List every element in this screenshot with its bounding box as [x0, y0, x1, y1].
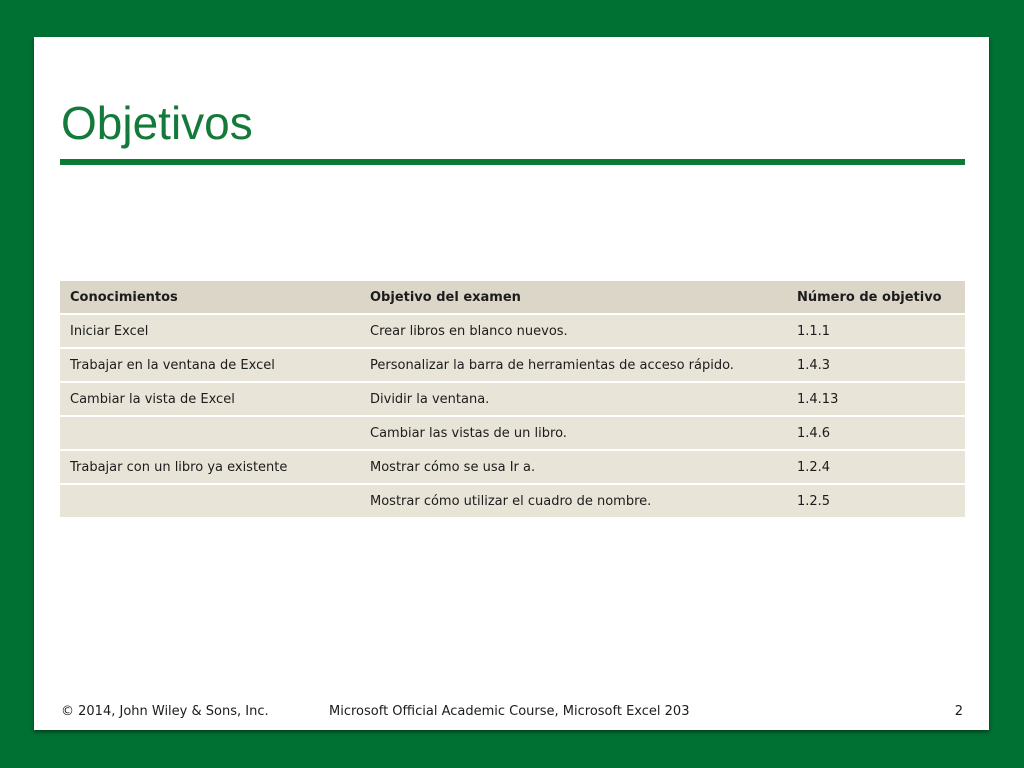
- table-row: [60, 314, 965, 348]
- cell-numero: 1.2.4: [787, 450, 965, 484]
- cell-numero: 1.4.13: [787, 382, 965, 416]
- cell-numero: 1.2.5: [787, 484, 965, 518]
- title-divider: [60, 159, 965, 165]
- cell-conocimiento: Trabajar en la ventana de Excel: [60, 348, 360, 382]
- table-row: [60, 382, 965, 416]
- cell-conocimiento: Iniciar Excel: [60, 314, 360, 348]
- cell-objetivo: Cambiar las vistas de un libro.: [360, 416, 787, 450]
- slide-title: Objetivos: [61, 97, 253, 149]
- cell-numero: 1.1.1: [787, 314, 965, 348]
- cell-objetivo: Mostrar cómo utilizar el cuadro de nombre.: [360, 484, 787, 518]
- cell-conocimiento: [60, 484, 360, 518]
- table-header-row: [60, 281, 965, 314]
- table-row: [60, 416, 965, 450]
- cell-numero: 1.4.6: [787, 416, 965, 450]
- objectives-table: [60, 281, 965, 519]
- table-row: [60, 484, 965, 518]
- cell-objetivo: Personalizar la barra de herramientas de acceso rápido.: [360, 348, 787, 382]
- cell-objetivo: Dividir la ventana.: [360, 382, 787, 416]
- header-objetivo-del-examen: Objetivo del examen: [360, 281, 787, 314]
- cell-conocimiento: [60, 416, 360, 450]
- header-conocimientos: Conocimientos: [60, 281, 360, 314]
- table-row: [60, 348, 965, 382]
- footer-copyright: © 2014, John Wiley & Sons, Inc.: [61, 704, 269, 719]
- cell-objetivo: Crear libros en blanco nuevos.: [360, 314, 787, 348]
- cell-conocimiento: Cambiar la vista de Excel: [60, 382, 360, 416]
- footer-page-number: 2: [954, 704, 963, 719]
- cell-conocimiento: Trabajar con un libro ya existente: [60, 450, 360, 484]
- slide: [34, 37, 989, 730]
- footer-course-title: Microsoft Official Academic Course, Microsoft Excel 203: [329, 704, 690, 719]
- cell-objetivo: Mostrar cómo se usa Ir a.: [360, 450, 787, 484]
- table-row: [60, 450, 965, 484]
- cell-numero: 1.4.3: [787, 348, 965, 382]
- header-numero-de-objetivo: Número de objetivo: [787, 281, 965, 314]
